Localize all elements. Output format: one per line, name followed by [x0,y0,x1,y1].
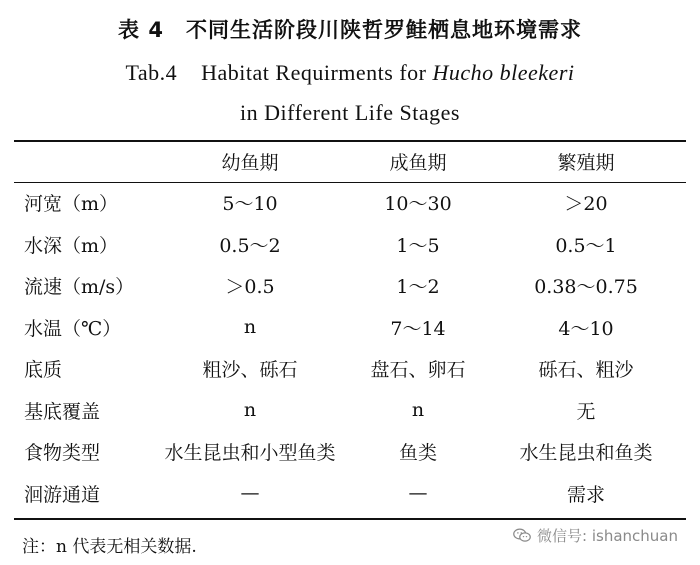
table-cell: 水生昆虫和鱼类 [519,442,653,465]
watermark-text: 微信号: ishanchuan [537,527,678,545]
table-title-text: Habitat Requirments for [201,60,433,85]
table-cell: 无 [576,400,596,423]
table-cell: 1～2 [396,276,440,299]
table-cell: n [243,399,257,422]
row-label: 水深（m） [24,234,119,257]
table-cell: 砾石、粗沙 [538,359,634,382]
species-name: Hucho bleekeri [432,60,575,85]
table-row [14,348,686,390]
row-label: 洄游通道 [24,483,101,506]
column-header: 幼鱼期 [221,152,279,174]
table-cell: 水生昆虫和小型鱼类 [164,442,336,465]
table-cell: — [408,482,428,505]
table-cell: n [411,399,425,422]
table-title-english [0,60,700,86]
table-cell: 1～5 [396,234,440,257]
wechat-icon [513,528,531,543]
row-label: 基底覆盖 [24,400,101,423]
table-row [14,265,686,307]
column-header: 成鱼期 [389,152,447,174]
row-label: 食物类型 [24,442,101,465]
table-note: 注：n 代表无相关数据. [22,537,197,557]
table-cell: 粗沙、砾石 [202,359,298,382]
table-cell: 鱼类 [398,442,437,465]
row-label: 河宽（m） [24,193,119,216]
table-cell: ＞20 [564,193,608,216]
table-row [14,182,686,224]
table-row [14,390,686,432]
table-cell: 10～30 [384,193,452,216]
table-row [14,431,686,473]
table-cell: 5～10 [222,193,278,216]
column-header: 繁殖期 [557,152,615,174]
table-body [14,182,686,514]
table-cell: ＞0.5 [225,276,275,299]
table-bottom-rule [14,518,686,520]
table-cell: 7～14 [390,317,446,340]
table-cell: 0.5～2 [219,234,281,257]
table-cell: 0.5～1 [555,234,617,257]
table-cell: 0.38～0.75 [534,276,638,299]
table-row [14,307,686,349]
row-label: 水温（℃） [24,317,122,340]
table-cell: 4～10 [558,317,614,340]
header-corner [14,141,150,182]
header-row [14,141,686,182]
row-label: 底质 [24,359,63,382]
table-title-chinese: 表 4 不同生活阶段川陕哲罗鲑栖息地环境需求 [118,18,582,42]
watermark [513,525,678,546]
table-row [14,473,686,515]
row-label: 流速（m/s） [24,276,135,299]
table-number: Tab.4 [125,60,178,85]
table-cell: 需求 [566,483,605,506]
table-title-english-line2: in Different Life Stages [240,100,460,125]
table-row [14,224,686,266]
habitat-table [14,141,686,514]
table-cell: 盘石、卵石 [370,359,466,382]
table-cell: n [243,316,257,339]
table-cell: — [240,482,260,505]
